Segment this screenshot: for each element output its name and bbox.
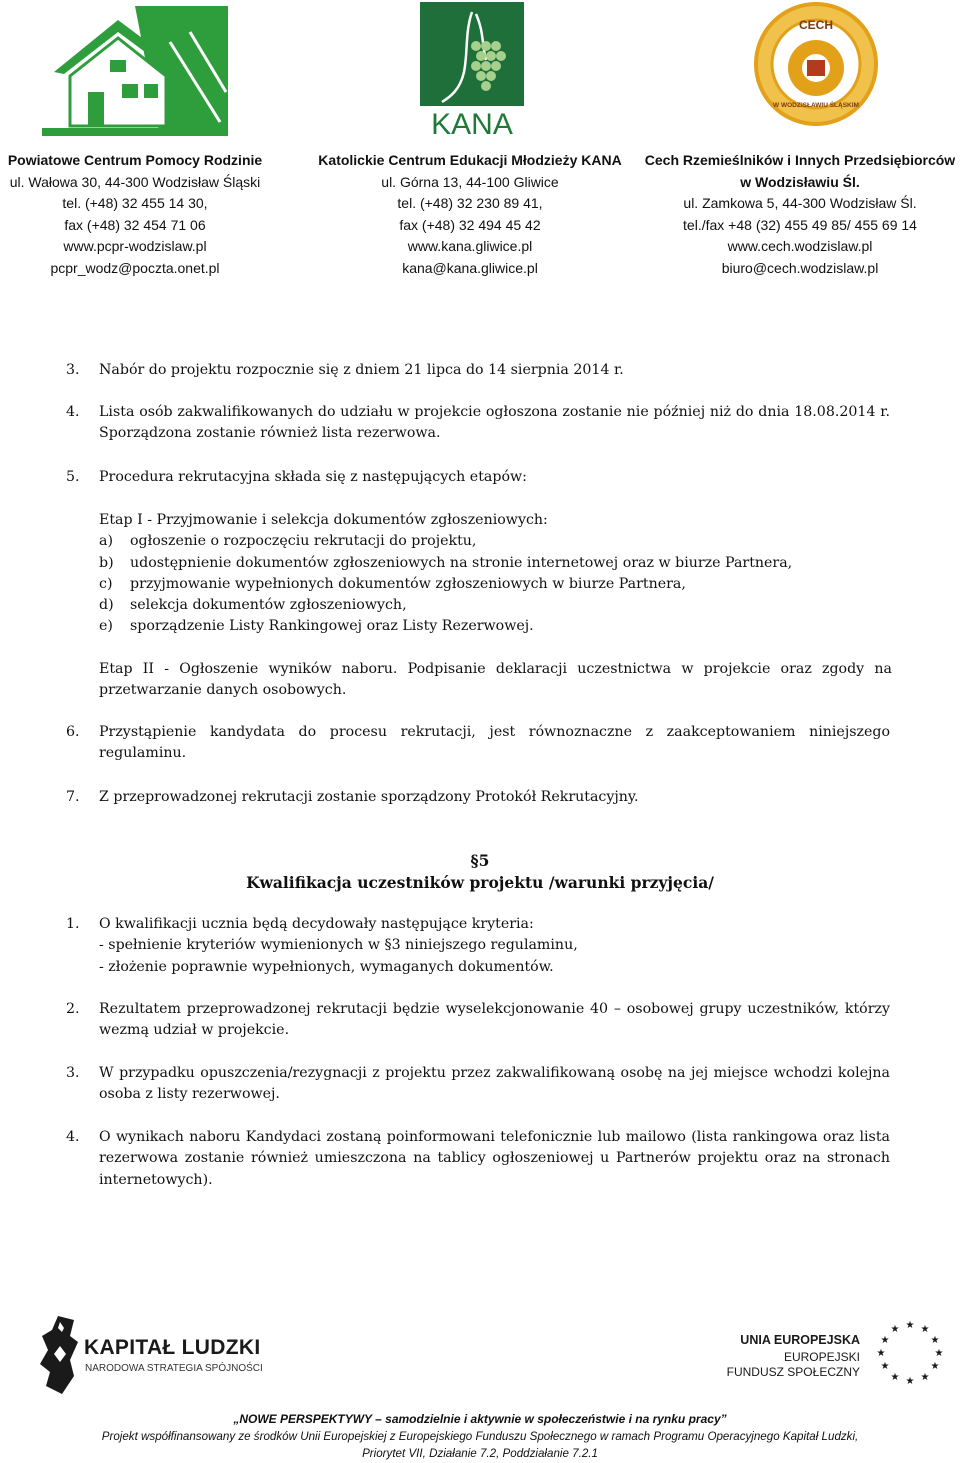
etap-1-list bbox=[99, 510, 892, 638]
cech-email-link[interactable]: biuro@cech.wodzislaw.pl bbox=[721, 259, 879, 276]
point-number: 2. bbox=[66, 1001, 80, 1017]
kapital-ludzki-subtitle: NARODOWA STRATEGIA SPÓJNOŚCI bbox=[85, 1363, 263, 1374]
item-letter: d) bbox=[99, 597, 114, 614]
footer-cofinancing-line2: Priorytet VII, Działanie 7.2, Poddziałanie 7.2.1 bbox=[362, 1447, 598, 1460]
header-pcpr-contact bbox=[0, 150, 270, 279]
pcpr-fax: fax (+48) 32 454 71 06 bbox=[64, 216, 206, 233]
item-text: ogłoszenie o rozpoczęciu rekrutacji do projektu, bbox=[130, 533, 477, 550]
kapital-ludzki-title: KAPITAŁ LUDZKI bbox=[84, 1336, 261, 1359]
item-text: przyjmowanie wypełnionych dokumentów zgłoszeniowych w biurze Partnera, bbox=[130, 575, 686, 592]
criteria-intro: O kwalifikacji ucznia będą decydowały następujące kryteria: bbox=[99, 916, 534, 932]
svg-text:★: ★ bbox=[934, 1348, 944, 1359]
svg-text:★: ★ bbox=[905, 1376, 915, 1387]
pcpr-house-logo bbox=[40, 2, 230, 138]
eu-label-line2: EUROPEJSKI bbox=[783, 1350, 860, 1364]
pcpr-address: ul. Wałowa 30, 44-300 Wodzisław Śląski bbox=[9, 173, 261, 190]
kana-address: ul. Górna 13, 44-100 Gliwice bbox=[381, 173, 559, 190]
criteria-point-4 bbox=[66, 1127, 892, 1193]
criteria-item: - spełnienie kryteriów wymienionych w §3 niniejszego regulaminu, bbox=[99, 937, 578, 954]
point-6 bbox=[66, 722, 892, 766]
point-3 bbox=[66, 360, 892, 382]
item-text: selekcja dokumentów zgłoszeniowych, bbox=[130, 597, 407, 614]
kana-email-link[interactable]: kana@kana.gliwice.pl bbox=[402, 259, 538, 276]
header-cech-contact bbox=[640, 150, 960, 279]
svg-text:★: ★ bbox=[920, 1372, 930, 1383]
list-item bbox=[99, 553, 892, 574]
eu-label-line1: UNIA EUROPEJSKA bbox=[740, 1333, 860, 1347]
pcpr-name: Powiatowe Centrum Pomocy Rodzinie bbox=[7, 152, 263, 168]
point-text: Procedura rekrutacyjna składa się z następujących etapów: bbox=[99, 469, 527, 485]
point-text: O wynikach naboru Kandydaci zostaną poinformowani telefonicznie lub mailowo (lista rankingowa oraz lista rezerwowa zostanie również umieszczona na tablicy ogłoszeniowej u Partnerów projektu oraz na stronach internetowych). bbox=[99, 1129, 890, 1188]
cech-www-link[interactable]: www.cech.wodzislaw.pl bbox=[727, 238, 873, 254]
kana-tel: tel. (+48) 32 230 89 41, bbox=[397, 195, 543, 211]
point-number: 7. bbox=[66, 789, 80, 805]
cech-address: ul. Zamkowa 5, 44-300 Wodzisław Śl. bbox=[683, 195, 917, 211]
svg-text:★: ★ bbox=[905, 1320, 915, 1331]
eu-flag-stars-icon bbox=[870, 1316, 950, 1388]
criteria-point-2 bbox=[66, 999, 892, 1043]
point-text: Nabór do projektu rozpocznie się z dniem 21 lipca do 14 sierpnia 2014 r. bbox=[99, 362, 624, 378]
point-text: Rezultatem przeprowadzonej rekrutacji będzie wyselekcjonowanie 40 – osobowej grupy uczestników, którzy wezmą udział w projekcie. bbox=[99, 1001, 890, 1039]
criteria-item: - złożenie poprawnie wypełnionych, wymaganych dokumentów. bbox=[99, 958, 554, 975]
list-item bbox=[99, 531, 892, 552]
list-item bbox=[99, 616, 892, 637]
kapital-ludzki-emblem-icon bbox=[40, 1316, 80, 1394]
point-4 bbox=[66, 402, 892, 446]
footer-slogan-text: „NOWE PERSPEKTYWY – samodzielnie i aktywnie w społeczeństwie i na rynku pracy” bbox=[233, 1412, 727, 1426]
point-number: 1. bbox=[66, 916, 80, 932]
svg-text:★: ★ bbox=[930, 1361, 940, 1372]
kana-fax: fax (+48) 32 494 45 42 bbox=[399, 216, 541, 233]
svg-text:★: ★ bbox=[890, 1372, 900, 1383]
point-text: Z przeprowadzonej rekrutacji zostanie sporządzony Protokół Rekrutacyjny. bbox=[99, 789, 639, 805]
eu-label-line3: FUNDUSZ SPOŁECZNY bbox=[726, 1365, 860, 1379]
criteria-point-1 bbox=[66, 914, 892, 980]
etap-2-text: Etap II - Ogłoszenie wyników naboru. Podpisanie deklaracji uczestnictwa w projekcie oraz zgody na przetwarzanie danych osobowych. bbox=[99, 661, 892, 699]
point-number: 4. bbox=[66, 404, 80, 420]
point-text: Przystąpienie kandydata do procesu rekrutacji, jest równoznaczne z zaakceptowaniem niniejszego regulaminu. bbox=[99, 724, 890, 762]
svg-text:★: ★ bbox=[880, 1335, 890, 1346]
point-text: W przypadku opuszczenia/rezygnacji z projektu przez zakwalifikowaną osobę na jej miejsce wchodzi kolejna osoba z listy rezerwowej. bbox=[99, 1065, 890, 1103]
point-number: 3. bbox=[66, 1065, 80, 1081]
kana-name: Katolickie Centrum Edukacji Młodzieży KANA bbox=[318, 152, 622, 168]
svg-text:★: ★ bbox=[930, 1335, 940, 1346]
etap-1-title: Etap I - Przyjmowanie i selekcja dokumentów zgłoszeniowych: bbox=[99, 512, 548, 528]
kana-www-link[interactable]: www.kana.gliwice.pl bbox=[407, 238, 533, 254]
point-number: 5. bbox=[66, 469, 80, 485]
point-number: 4. bbox=[66, 1129, 80, 1145]
svg-text:★: ★ bbox=[890, 1324, 900, 1335]
kana-logo bbox=[420, 2, 530, 138]
point-7 bbox=[66, 787, 892, 809]
criteria-point-3 bbox=[66, 1063, 892, 1107]
item-letter: e) bbox=[99, 618, 113, 635]
svg-text:★: ★ bbox=[920, 1324, 930, 1335]
item-letter: c) bbox=[99, 575, 113, 592]
item-letter: a) bbox=[99, 533, 113, 550]
point-number: 3. bbox=[66, 362, 80, 378]
kana-logo-text: KANA bbox=[431, 108, 513, 138]
svg-text:★: ★ bbox=[880, 1361, 890, 1372]
list-item bbox=[99, 574, 892, 595]
section-number: §5 bbox=[470, 851, 490, 870]
cech-name-line2: w Wodzisławiu Śl. bbox=[740, 173, 860, 190]
section-title: Kwalifikacja uczestników projektu /warunki przyjęcia/ bbox=[246, 873, 714, 892]
cech-logo-top-text: CECH bbox=[798, 18, 833, 32]
cech-logo-bottom-text: W WODZISŁAWIU ŚLĄSKIM bbox=[773, 102, 859, 109]
footer-cofinancing-line1: Projekt współfinansowany ze środków Unii Europejskiej z Europejskiego Funduszu Społecznego w ramach Programu Operacyjnego Kapitał Ludzki, bbox=[101, 1430, 859, 1443]
cech-name-line1: Cech Rzemieślników i Innych Przedsiębiorców bbox=[644, 152, 956, 168]
point-text bbox=[99, 914, 890, 978]
item-letter: b) bbox=[99, 554, 114, 571]
svg-text:★: ★ bbox=[876, 1348, 886, 1359]
item-text: udostępnienie dokumentów zgłoszeniowych na stronie internetowej oraz w biurze Partnera, bbox=[130, 554, 793, 571]
item-text: sporządzenie Listy Rankingowej oraz Listy Rezerwowej. bbox=[130, 618, 534, 635]
point-text: Lista osób zakwalifikowanych do udziału w projekcie ogłoszona zostanie nie później niż do dnia 18.08.2014 r. Sporządzona zostanie również lista rezerwowa. bbox=[99, 404, 890, 442]
cech-tel: tel./fax +48 (32) 455 49 85/ 455 69 14 bbox=[683, 216, 917, 233]
list-item bbox=[99, 595, 892, 616]
pcpr-tel: tel. (+48) 32 455 14 30, bbox=[62, 195, 208, 211]
point-5 bbox=[66, 467, 892, 489]
header-kana-contact bbox=[300, 150, 640, 279]
point-number: 6. bbox=[66, 724, 80, 740]
footer-slogan bbox=[0, 1410, 960, 1429]
pcpr-email-link[interactable]: pcpr_wodz@poczta.onet.pl bbox=[50, 259, 220, 276]
pcpr-www-link[interactable]: www.pcpr-wodzislaw.pl bbox=[63, 238, 207, 254]
